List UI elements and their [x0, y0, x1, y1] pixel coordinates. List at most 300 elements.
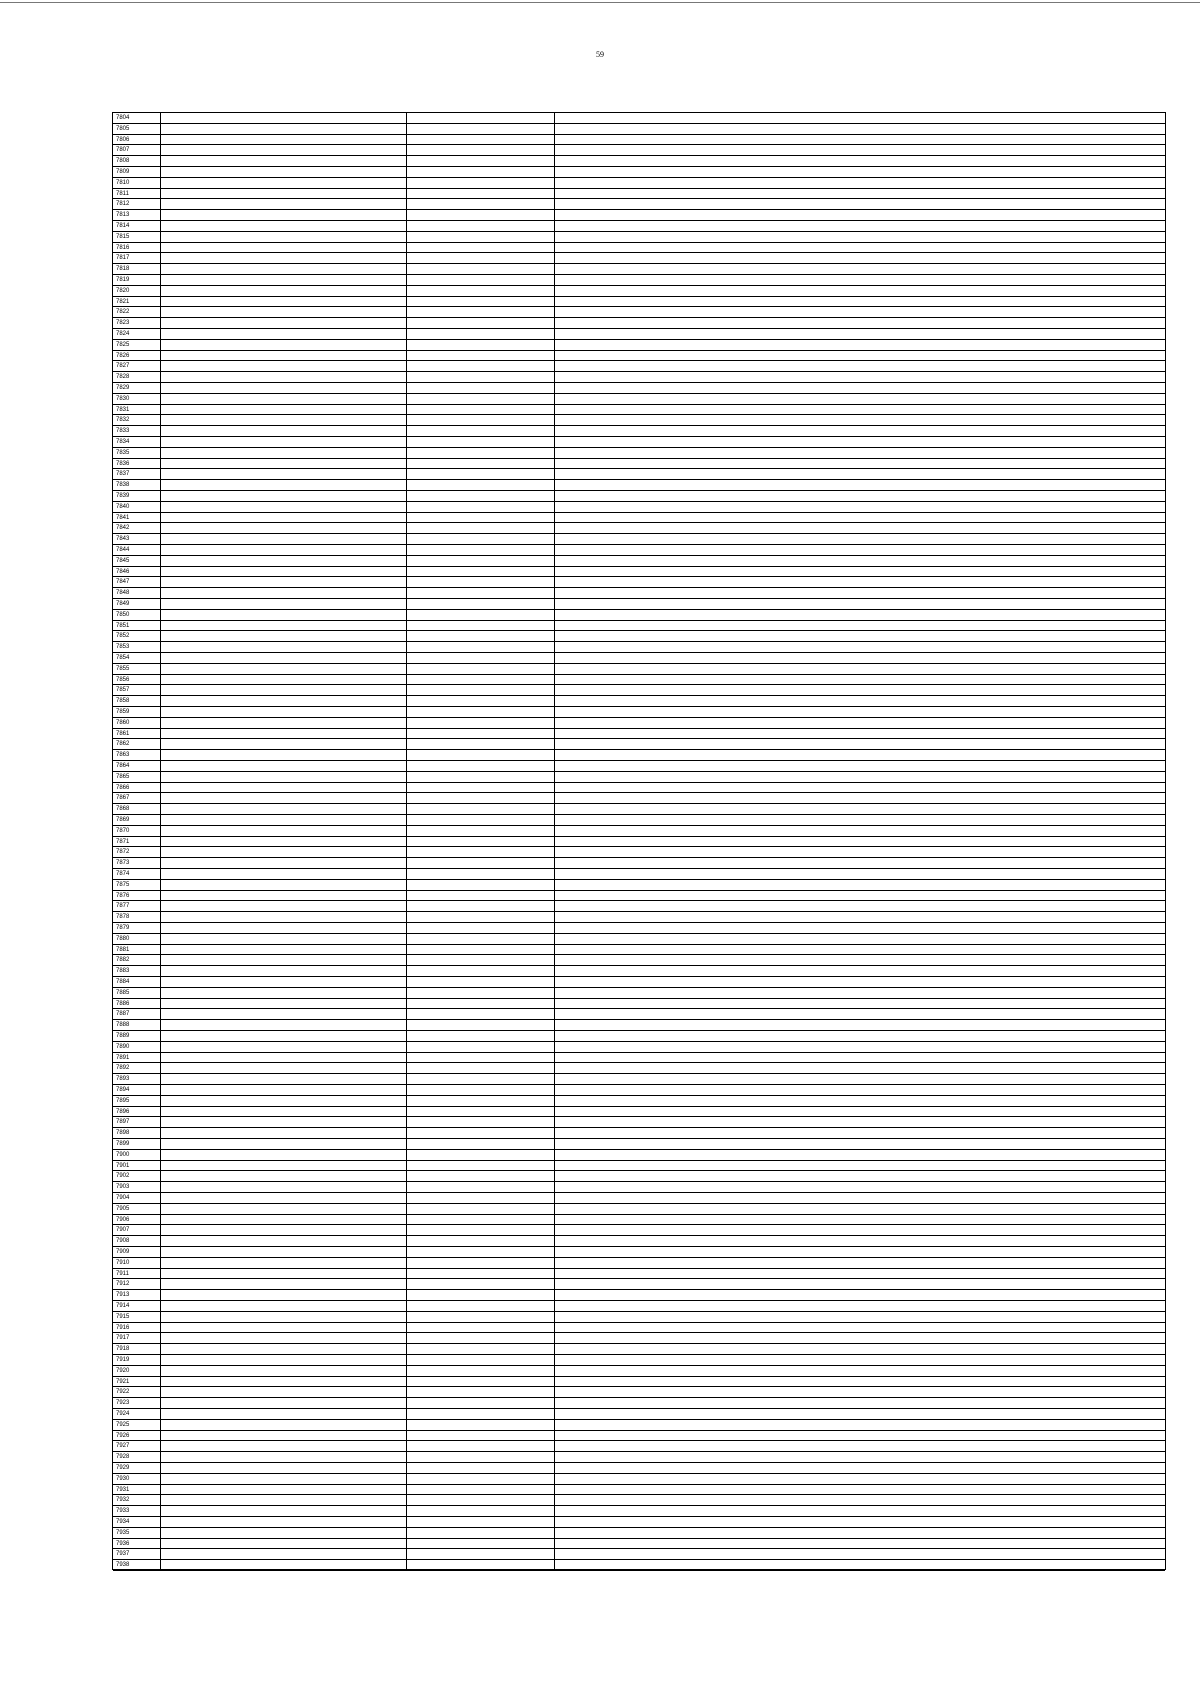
- cadastral-number-cell: [161, 653, 407, 663]
- empty-cell: [407, 1312, 555, 1322]
- table-row: [113, 1053, 1165, 1064]
- table-row: [113, 1215, 1165, 1226]
- table-row: [113, 1474, 1165, 1485]
- table-row: [113, 523, 1165, 534]
- row-number-cell: 7829: [113, 383, 161, 393]
- address-cell: [555, 923, 1165, 933]
- address-cell: [555, 1074, 1165, 1084]
- cadastral-number-cell: [161, 1031, 407, 1041]
- address-cell: [555, 1333, 1165, 1343]
- table-row: [113, 1107, 1165, 1118]
- empty-cell: [407, 1517, 555, 1527]
- cadastral-number-cell: [161, 437, 407, 447]
- address-cell: [555, 523, 1165, 533]
- row-number-cell: 7904: [113, 1193, 161, 1203]
- address-cell: [555, 448, 1165, 458]
- empty-cell: [407, 912, 555, 922]
- table-row: [113, 1549, 1165, 1560]
- table-row: [113, 361, 1165, 372]
- table-row: [113, 297, 1165, 308]
- cadastral-number-cell: [161, 1215, 407, 1225]
- address-cell: [555, 675, 1165, 685]
- address-cell: [555, 729, 1165, 739]
- cadastral-number-cell: [161, 1128, 407, 1138]
- row-number-cell: 7838: [113, 480, 161, 490]
- address-cell: [555, 1236, 1165, 1246]
- table-row: [113, 437, 1165, 448]
- cadastral-number-cell: [161, 1225, 407, 1235]
- cadastral-number-cell: [161, 1063, 407, 1073]
- cadastral-number-cell: [161, 253, 407, 263]
- empty-cell: [407, 361, 555, 371]
- empty-cell: [407, 1366, 555, 1376]
- address-cell: [555, 1312, 1165, 1322]
- address-cell: [555, 372, 1165, 382]
- empty-cell: [407, 1020, 555, 1030]
- cadastral-number-cell: [161, 135, 407, 145]
- cadastral-number-cell: [161, 221, 407, 231]
- empty-cell: [407, 729, 555, 739]
- address-cell: [555, 1128, 1165, 1138]
- address-cell: [555, 577, 1165, 587]
- row-number-cell: 7937: [113, 1549, 161, 1559]
- table-row: [113, 1193, 1165, 1204]
- cadastral-number-cell: [161, 599, 407, 609]
- address-cell: [555, 988, 1165, 998]
- cadastral-number-cell: [161, 318, 407, 328]
- table-row: [113, 1355, 1165, 1366]
- row-number-cell: 7897: [113, 1117, 161, 1127]
- row-number-cell: 7840: [113, 502, 161, 512]
- address-cell: [555, 1452, 1165, 1462]
- address-cell: [555, 221, 1165, 231]
- table-row: [113, 1074, 1165, 1085]
- table-row: [113, 1301, 1165, 1312]
- row-number-cell: 7832: [113, 415, 161, 425]
- address-cell: [555, 459, 1165, 469]
- empty-cell: [407, 1301, 555, 1311]
- row-number-cell: 7812: [113, 199, 161, 209]
- cadastral-number-cell: [161, 459, 407, 469]
- table-row: [113, 1031, 1165, 1042]
- empty-cell: [407, 1236, 555, 1246]
- cadastral-number-cell: [161, 351, 407, 361]
- empty-cell: [407, 556, 555, 566]
- row-number-cell: 7895: [113, 1096, 161, 1106]
- table-row: [113, 405, 1165, 416]
- empty-cell: [407, 847, 555, 857]
- empty-cell: [407, 966, 555, 976]
- table-row: [113, 1290, 1165, 1301]
- empty-cell: [407, 340, 555, 350]
- row-number-cell: 7820: [113, 286, 161, 296]
- row-number-cell: 7876: [113, 891, 161, 901]
- table-row: [113, 1063, 1165, 1074]
- row-number-cell: 7915: [113, 1312, 161, 1322]
- row-number-cell: 7848: [113, 588, 161, 598]
- cadastral-number-cell: [161, 772, 407, 782]
- address-cell: [555, 1355, 1165, 1365]
- cadastral-number-cell: [161, 750, 407, 760]
- cadastral-number-cell: [161, 1474, 407, 1484]
- row-number-cell: 7842: [113, 523, 161, 533]
- cadastral-number-cell: [161, 189, 407, 199]
- table-row: [113, 588, 1165, 599]
- address-cell: [555, 772, 1165, 782]
- table-row: [113, 653, 1165, 664]
- address-cell: [555, 858, 1165, 868]
- empty-cell: [407, 1150, 555, 1160]
- empty-cell: [407, 880, 555, 890]
- table-row: [113, 1171, 1165, 1182]
- table-row: [113, 275, 1165, 286]
- address-cell: [555, 653, 1165, 663]
- address-cell: [555, 1020, 1165, 1030]
- address-cell: [555, 1193, 1165, 1203]
- empty-cell: [407, 124, 555, 134]
- table-row: [113, 1387, 1165, 1398]
- cadastral-number-cell: [161, 1323, 407, 1333]
- address-cell: [555, 1495, 1165, 1505]
- cadastral-number-cell: [161, 340, 407, 350]
- table-row: [113, 1452, 1165, 1463]
- empty-cell: [407, 1009, 555, 1019]
- address-cell: [555, 934, 1165, 944]
- row-number-cell: 7893: [113, 1074, 161, 1084]
- row-number-cell: 7931: [113, 1485, 161, 1495]
- table-row: [113, 502, 1165, 513]
- address-cell: [555, 1549, 1165, 1559]
- cadastral-number-cell: [161, 1236, 407, 1246]
- table-row: [113, 1420, 1165, 1431]
- row-number-cell: 7887: [113, 1009, 161, 1019]
- address-cell: [555, 480, 1165, 490]
- register-table: [112, 112, 1166, 1570]
- address-cell: [555, 847, 1165, 857]
- empty-cell: [407, 664, 555, 674]
- row-number-cell: 7907: [113, 1225, 161, 1235]
- row-number-cell: 7930: [113, 1474, 161, 1484]
- cadastral-number-cell: [161, 1355, 407, 1365]
- cadastral-number-cell: [161, 567, 407, 577]
- table-row: [113, 1377, 1165, 1388]
- row-number-cell: 7856: [113, 675, 161, 685]
- cadastral-number-cell: [161, 642, 407, 652]
- row-number-cell: 7922: [113, 1387, 161, 1397]
- row-number-cell: 7810: [113, 178, 161, 188]
- address-cell: [555, 1377, 1165, 1387]
- cadastral-number-cell: [161, 405, 407, 415]
- row-number-cell: 7874: [113, 869, 161, 879]
- table-row: [113, 1117, 1165, 1128]
- empty-cell: [407, 869, 555, 879]
- empty-cell: [407, 1107, 555, 1117]
- table-row: [113, 1042, 1165, 1053]
- row-number-cell: 7896: [113, 1107, 161, 1117]
- cadastral-number-cell: [161, 901, 407, 911]
- cadastral-number-cell: [161, 1485, 407, 1495]
- row-number-cell: 7885: [113, 988, 161, 998]
- table-row: [113, 750, 1165, 761]
- table-row: [113, 1366, 1165, 1377]
- table-row: [113, 912, 1165, 923]
- address-cell: [555, 264, 1165, 274]
- table-row: [113, 869, 1165, 880]
- cadastral-number-cell: [161, 815, 407, 825]
- table-row: [113, 351, 1165, 362]
- empty-cell: [407, 599, 555, 609]
- row-number-cell: 7891: [113, 1053, 161, 1063]
- cadastral-number-cell: [161, 988, 407, 998]
- row-number-cell: 7901: [113, 1161, 161, 1171]
- cadastral-number-cell: [161, 145, 407, 155]
- table-row: [113, 534, 1165, 545]
- table-row: [113, 1323, 1165, 1334]
- row-number-cell: 7884: [113, 977, 161, 987]
- cadastral-number-cell: [161, 1161, 407, 1171]
- empty-cell: [407, 135, 555, 145]
- row-number-cell: 7839: [113, 491, 161, 501]
- empty-cell: [407, 815, 555, 825]
- address-cell: [555, 891, 1165, 901]
- empty-cell: [407, 1344, 555, 1354]
- empty-cell: [407, 1063, 555, 1073]
- table-row: [113, 1431, 1165, 1442]
- empty-cell: [407, 1193, 555, 1203]
- row-number-cell: 7834: [113, 437, 161, 447]
- empty-cell: [407, 675, 555, 685]
- address-cell: [555, 1290, 1165, 1300]
- row-number-cell: 7919: [113, 1355, 161, 1365]
- cadastral-number-cell: [161, 1117, 407, 1127]
- top-rule: [0, 2, 1200, 3]
- cadastral-number-cell: [161, 577, 407, 587]
- row-number-cell: 7835: [113, 448, 161, 458]
- empty-cell: [407, 1323, 555, 1333]
- empty-cell: [407, 1085, 555, 1095]
- row-number-cell: 7826: [113, 351, 161, 361]
- table-row: [113, 718, 1165, 729]
- cadastral-number-cell: [161, 1409, 407, 1419]
- cadastral-number-cell: [161, 783, 407, 793]
- empty-cell: [407, 1225, 555, 1235]
- row-number-cell: 7836: [113, 459, 161, 469]
- cadastral-number-cell: [161, 793, 407, 803]
- empty-cell: [407, 167, 555, 177]
- row-number-cell: 7929: [113, 1463, 161, 1473]
- address-cell: [555, 415, 1165, 425]
- cadastral-number-cell: [161, 534, 407, 544]
- address-cell: [555, 588, 1165, 598]
- address-cell: [555, 869, 1165, 879]
- table-row: [113, 286, 1165, 297]
- empty-cell: [407, 1463, 555, 1473]
- row-number-cell: 7861: [113, 729, 161, 739]
- table-row: [113, 1333, 1165, 1344]
- table-row: [113, 1247, 1165, 1258]
- address-cell: [555, 977, 1165, 987]
- row-number-cell: 7814: [113, 221, 161, 231]
- address-cell: [555, 253, 1165, 263]
- address-cell: [555, 696, 1165, 706]
- table-row: [113, 923, 1165, 934]
- address-cell: [555, 1431, 1165, 1441]
- empty-cell: [407, 750, 555, 760]
- address-cell: [555, 1323, 1165, 1333]
- empty-cell: [407, 199, 555, 209]
- empty-cell: [407, 1528, 555, 1538]
- empty-cell: [407, 1387, 555, 1397]
- empty-cell: [407, 178, 555, 188]
- row-number-cell: 7867: [113, 793, 161, 803]
- table-row: [113, 837, 1165, 848]
- empty-cell: [407, 1431, 555, 1441]
- cadastral-number-cell: [161, 1539, 407, 1549]
- row-number-cell: 7872: [113, 847, 161, 857]
- row-number-cell: 7894: [113, 1085, 161, 1095]
- address-cell: [555, 178, 1165, 188]
- empty-cell: [407, 945, 555, 955]
- table-row: [113, 491, 1165, 502]
- empty-cell: [407, 955, 555, 965]
- table-row: [113, 469, 1165, 480]
- row-number-cell: 7882: [113, 955, 161, 965]
- address-cell: [555, 718, 1165, 728]
- table-row: [113, 556, 1165, 567]
- empty-cell: [407, 448, 555, 458]
- address-cell: [555, 124, 1165, 134]
- row-number-cell: 7816: [113, 243, 161, 253]
- table-row: [113, 1139, 1165, 1150]
- address-cell: [555, 1204, 1165, 1214]
- row-number-cell: 7903: [113, 1182, 161, 1192]
- address-cell: [555, 502, 1165, 512]
- empty-cell: [407, 210, 555, 220]
- address-cell: [555, 513, 1165, 523]
- row-number-cell: 7846: [113, 567, 161, 577]
- empty-cell: [407, 502, 555, 512]
- address-cell: [555, 804, 1165, 814]
- row-number-cell: 7811: [113, 189, 161, 199]
- row-number-cell: 7850: [113, 610, 161, 620]
- table-row: [113, 880, 1165, 891]
- empty-cell: [407, 739, 555, 749]
- cadastral-number-cell: [161, 243, 407, 253]
- cadastral-number-cell: [161, 545, 407, 555]
- row-number-cell: 7886: [113, 999, 161, 1009]
- table-row: [113, 1398, 1165, 1409]
- empty-cell: [407, 761, 555, 771]
- row-number-cell: 7806: [113, 135, 161, 145]
- address-cell: [555, 1269, 1165, 1279]
- cadastral-number-cell: [161, 977, 407, 987]
- empty-cell: [407, 1441, 555, 1451]
- table-row: [113, 545, 1165, 556]
- table-row: [113, 610, 1165, 621]
- empty-cell: [407, 1420, 555, 1430]
- cadastral-number-cell: [161, 372, 407, 382]
- empty-cell: [407, 642, 555, 652]
- empty-cell: [407, 934, 555, 944]
- cadastral-number-cell: [161, 729, 407, 739]
- empty-cell: [407, 1182, 555, 1192]
- row-number-cell: 7827: [113, 361, 161, 371]
- row-number-cell: 7924: [113, 1409, 161, 1419]
- empty-cell: [407, 156, 555, 166]
- address-cell: [555, 664, 1165, 674]
- cadastral-number-cell: [161, 621, 407, 631]
- table-row: [113, 696, 1165, 707]
- cadastral-number-cell: [161, 329, 407, 339]
- cadastral-number-cell: [161, 1053, 407, 1063]
- row-number-cell: 7909: [113, 1247, 161, 1257]
- cadastral-number-cell: [161, 502, 407, 512]
- table-row: [113, 567, 1165, 578]
- cadastral-number-cell: [161, 124, 407, 134]
- cadastral-number-cell: [161, 718, 407, 728]
- cadastral-number-cell: [161, 307, 407, 317]
- table-row: [113, 815, 1165, 826]
- address-cell: [555, 837, 1165, 847]
- row-number-cell: 7865: [113, 772, 161, 782]
- row-number-cell: 7824: [113, 329, 161, 339]
- table-row: [113, 966, 1165, 977]
- empty-cell: [407, 1053, 555, 1063]
- empty-cell: [407, 837, 555, 847]
- empty-cell: [407, 459, 555, 469]
- table-row: [113, 1409, 1165, 1420]
- table-row: [113, 383, 1165, 394]
- address-cell: [555, 394, 1165, 404]
- cadastral-number-cell: [161, 1517, 407, 1527]
- row-number-cell: 7920: [113, 1366, 161, 1376]
- cadastral-number-cell: [161, 523, 407, 533]
- table-row: [113, 513, 1165, 524]
- cadastral-number-cell: [161, 1528, 407, 1538]
- cadastral-number-cell: [161, 1085, 407, 1095]
- table-row: [113, 1485, 1165, 1496]
- cadastral-number-cell: [161, 837, 407, 847]
- empty-cell: [407, 1355, 555, 1365]
- cadastral-number-cell: [161, 966, 407, 976]
- address-cell: [555, 1107, 1165, 1117]
- table-row: [113, 459, 1165, 470]
- row-number-cell: 7830: [113, 394, 161, 404]
- table-row: [113, 480, 1165, 491]
- empty-cell: [407, 783, 555, 793]
- address-cell: [555, 1398, 1165, 1408]
- table-row: [113, 685, 1165, 696]
- table-row: [113, 1150, 1165, 1161]
- address-cell: [555, 1485, 1165, 1495]
- table-row: [113, 577, 1165, 588]
- row-number-cell: 7869: [113, 815, 161, 825]
- empty-cell: [407, 804, 555, 814]
- empty-cell: [407, 1031, 555, 1041]
- table-row: [113, 210, 1165, 221]
- row-number-cell: 7808: [113, 156, 161, 166]
- empty-cell: [407, 1269, 555, 1279]
- empty-cell: [407, 1247, 555, 1257]
- table-row: [113, 761, 1165, 772]
- empty-cell: [407, 1215, 555, 1225]
- table-row: [113, 901, 1165, 912]
- table-row: [113, 1506, 1165, 1517]
- row-number-cell: 7873: [113, 858, 161, 868]
- cadastral-number-cell: [161, 1020, 407, 1030]
- table-row: [113, 329, 1165, 340]
- cadastral-number-cell: [161, 1387, 407, 1397]
